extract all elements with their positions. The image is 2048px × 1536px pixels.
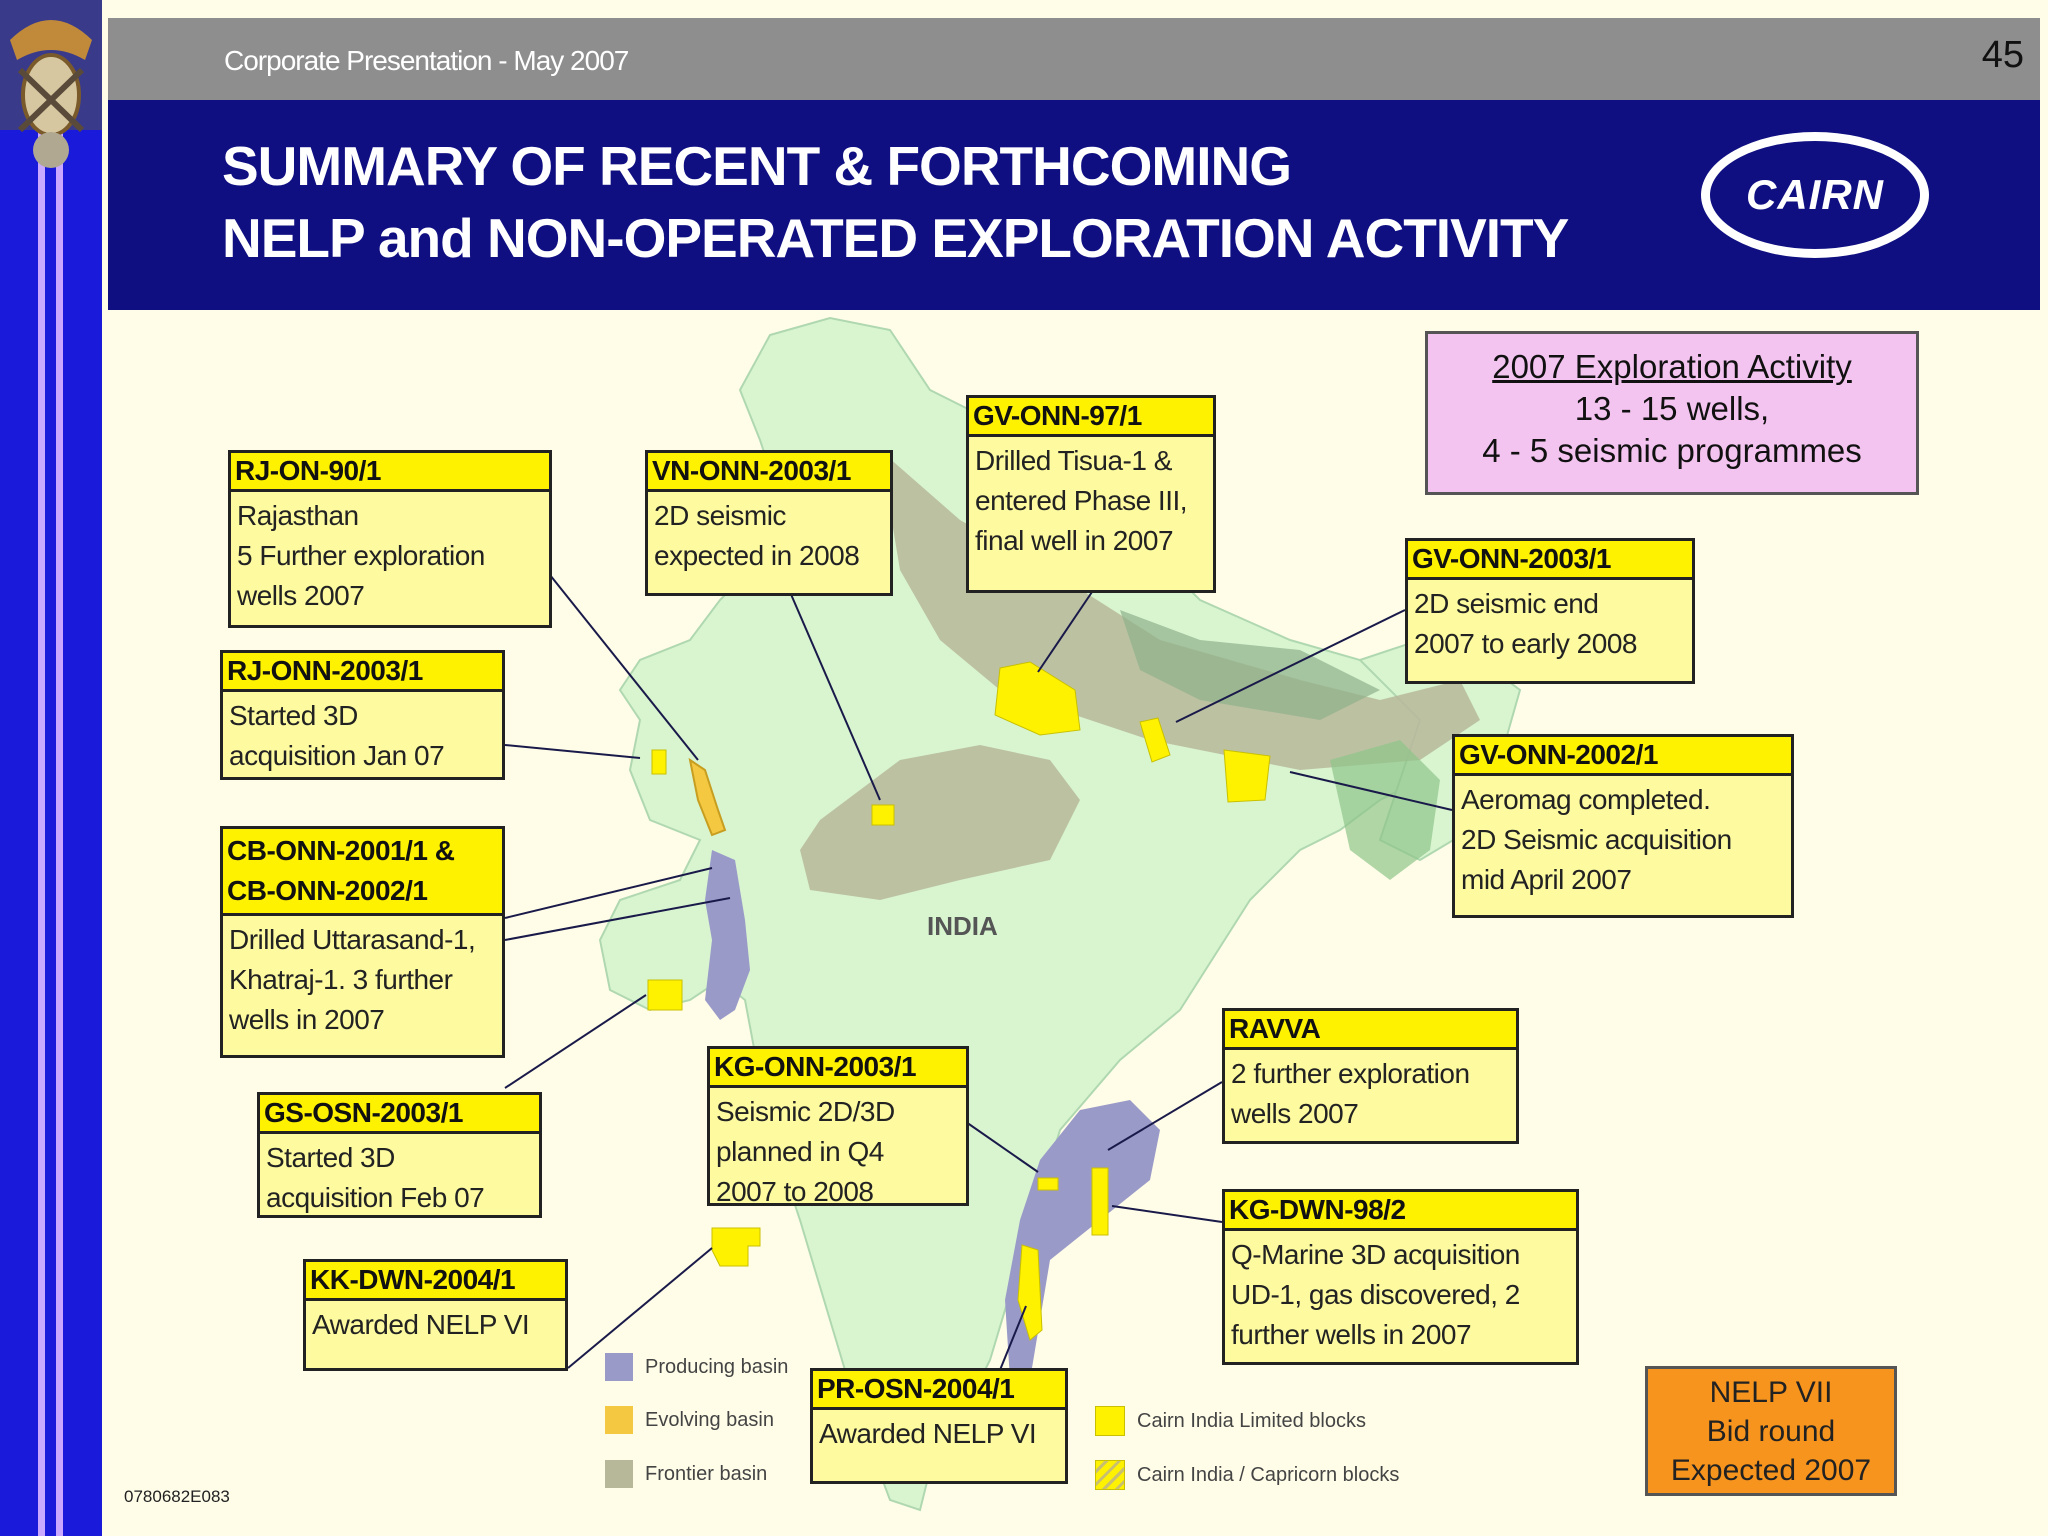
block-box-gs-osn <box>257 1092 542 1218</box>
activity-line1: 13 - 15 wells, <box>1574 390 1770 427</box>
legend-swatch <box>1095 1460 1125 1490</box>
kk-dwn-block <box>712 1228 760 1266</box>
leader-line <box>505 745 640 758</box>
logo-text: CAIRN <box>1746 171 1884 218</box>
legend-cairn-blocks <box>1095 1406 1366 1436</box>
legend-swatch <box>1095 1406 1125 1436</box>
legend-capricorn-blocks <box>1095 1460 1399 1490</box>
block-box-kk-dwn <box>303 1259 568 1371</box>
block-id: CB-ONN-2001/1 & CB-ONN-2002/1 <box>223 829 502 916</box>
block-id: GV-ONN-97/1 <box>969 398 1213 437</box>
block-text: Drilled Tisua-1 & entered Phase III, final well in 2007 <box>975 445 1188 556</box>
legend-evolving <box>605 1406 774 1434</box>
block-box-gv-onn-2003 <box>1405 538 1695 684</box>
block-id: KG-DWN-98/2 <box>1225 1192 1576 1231</box>
gs-osn-block <box>648 980 682 1010</box>
activity-line2: 4 - 5 seismic programmes <box>1482 432 1862 469</box>
block-box-pr-osn <box>810 1368 1068 1484</box>
legend-frontier <box>605 1460 767 1488</box>
presentation-subtitle: Corporate Presentation - May 2007 <box>224 45 629 76</box>
gv-onn-2002-block <box>1224 750 1270 802</box>
block-id: PR-OSN-2004/1 <box>813 1371 1065 1410</box>
block-id: RJ-ONN-2003/1 <box>223 653 502 692</box>
block-id: RJ-ON-90/1 <box>231 453 549 492</box>
block-box-ravva <box>1222 1008 1519 1144</box>
block-text: Started 3D acquisition Jan 07 <box>229 700 445 771</box>
vn-onn-block <box>872 805 894 825</box>
legend-label: Cairn India Limited blocks <box>1137 1409 1366 1432</box>
block-text: Awarded NELP VI <box>819 1418 1037 1449</box>
legend-label: Cairn India / Capricorn blocks <box>1137 1463 1400 1486</box>
leader-line <box>1112 1206 1222 1222</box>
kg-onn-block <box>1038 1178 1058 1190</box>
block-text: 2 further exploration wells 2007 <box>1231 1058 1470 1129</box>
block-text: 2D seismic end 2007 to early 2008 <box>1414 588 1637 659</box>
page-title-line1: SUMMARY OF RECENT & FORTHCOMING <box>222 135 1291 197</box>
page-title-line2: NELP and NON-OPERATED EXPLORATION ACTIVITY <box>222 207 1569 269</box>
block-box-kg-dwn <box>1222 1189 1579 1365</box>
country-label: INDIA <box>927 911 998 941</box>
block-id: GV-ONN-2003/1 <box>1408 541 1692 580</box>
block-text: Aeromag completed. 2D Seismic acquisition mid April 2007 <box>1461 784 1732 895</box>
block-box-cb-onn <box>220 826 505 1058</box>
block-id: GV-ONN-2002/1 <box>1455 737 1791 776</box>
block-text: Started 3D acquisition Feb 07 <box>266 1142 485 1213</box>
page-number: 45 <box>1981 34 2024 76</box>
legend-swatch <box>605 1353 633 1381</box>
block-box-gv-onn-97 <box>966 395 1216 593</box>
block-id: RAVVA <box>1225 1011 1516 1050</box>
nelp-vii-box: NELP VII Bid round Expected 2007 <box>1645 1366 1897 1496</box>
document-code: 0780682E083 <box>124 1487 230 1506</box>
block-id: KK-DWN-2004/1 <box>306 1262 565 1301</box>
rj-onn-2003-block <box>652 750 666 774</box>
activity-heading: 2007 Exploration Activity <box>1492 348 1852 385</box>
legend-label: Frontier basin <box>645 1462 768 1485</box>
legend-label: Evolving basin <box>645 1408 774 1431</box>
ravva-block <box>1092 1168 1108 1235</box>
exploration-activity-box <box>1425 331 1919 495</box>
block-id: GS-OSN-2003/1 <box>260 1095 539 1134</box>
block-text: Awarded NELP VI <box>312 1309 530 1340</box>
block-box-kg-onn <box>707 1046 969 1206</box>
leader-line <box>505 995 646 1088</box>
legend-swatch <box>605 1406 633 1434</box>
block-text: Rajasthan 5 Further exploration wells 2007 <box>237 500 485 611</box>
block-text: Q-Marine 3D acquisition UD-1, gas discovered, 2 further wells in 2007 <box>1231 1239 1520 1350</box>
block-box-vn-onn <box>645 450 893 596</box>
legend-swatch <box>605 1460 633 1488</box>
legend-producing <box>605 1353 788 1381</box>
block-id: VN-ONN-2003/1 <box>648 453 890 492</box>
block-box-rj-on-90 <box>228 450 552 628</box>
block-text: Seismic 2D/3D planned in Q4 2007 to 2008 <box>716 1096 895 1207</box>
leader-line <box>568 1248 712 1368</box>
block-box-rj-onn-2003 <box>220 650 505 780</box>
legend-label: Producing basin <box>645 1355 789 1378</box>
block-id: KG-ONN-2003/1 <box>710 1049 966 1088</box>
block-box-gv-onn-2002 <box>1452 734 1794 918</box>
block-text: 2D seismic expected in 2008 <box>654 500 860 571</box>
block-text: Drilled Uttarasand-1, Khatraj-1. 3 further wells in 2007 <box>229 924 476 1035</box>
